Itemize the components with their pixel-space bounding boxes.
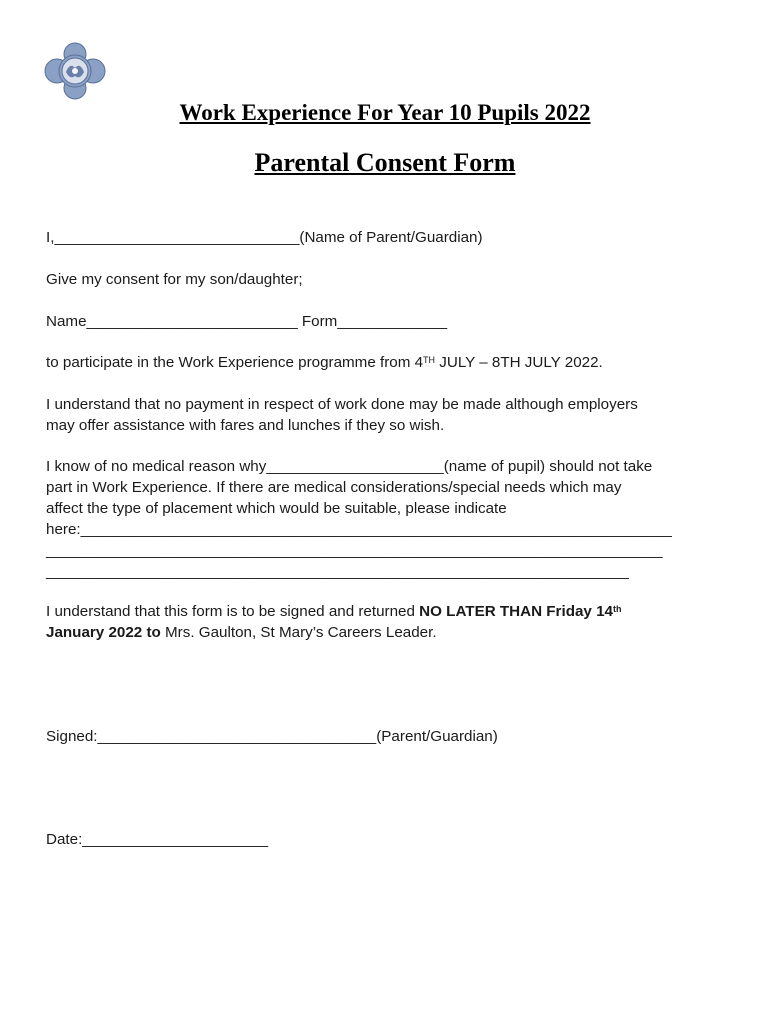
pupil-name-form-line: Name_________________________ Form_____________ [46,313,448,330]
medical-details-line-2: _________________________________________________________________________ [46,542,663,559]
medical-details-line-3: _____________________________________________________________________ [46,563,629,580]
medical-details-line-1: here:______________________________________________________________________ [46,521,672,538]
signature-line: Signed:_________________________________(Parent/Guardian) [46,728,498,745]
payment-statement-line-2: may offer assistance with fares and lunches if they so wish. [46,417,445,434]
payment-statement-line-1: I understand that no payment in respect of work done may be made although employers [46,396,638,413]
return-statement-line-2: January 2022 to Mrs. Gaulton, St Mary’s Careers Leader. [46,624,437,641]
school-crest-logo [44,42,106,100]
date-line: Date:______________________ [46,831,269,848]
medical-statement-line-1: I know of no medical reason why_____________________(name of pupil) should not take [46,458,653,475]
consent-line: Give my consent for my son/daughter; [46,271,303,288]
medical-statement-line-3: affect the type of placement which would be suitable, please indicate [46,500,507,517]
return-statement-line-1: I understand that this form is to be signed and returned NO LATER THAN Friday 14th [46,603,622,620]
medical-statement-line-2: part in Work Experience. If there are medical considerations/special needs which may [46,479,622,496]
document-title: Work Experience For Year 10 Pupils 2022 [179,100,591,125]
parent-name-line: I,_____________________________(Name of Parent/Guardian) [46,229,483,246]
form-subtitle: Parental Consent Form [254,148,516,177]
participation-statement: to participate in the Work Experience programme from 4TH JULY – 8TH JULY 2022. [46,354,603,371]
